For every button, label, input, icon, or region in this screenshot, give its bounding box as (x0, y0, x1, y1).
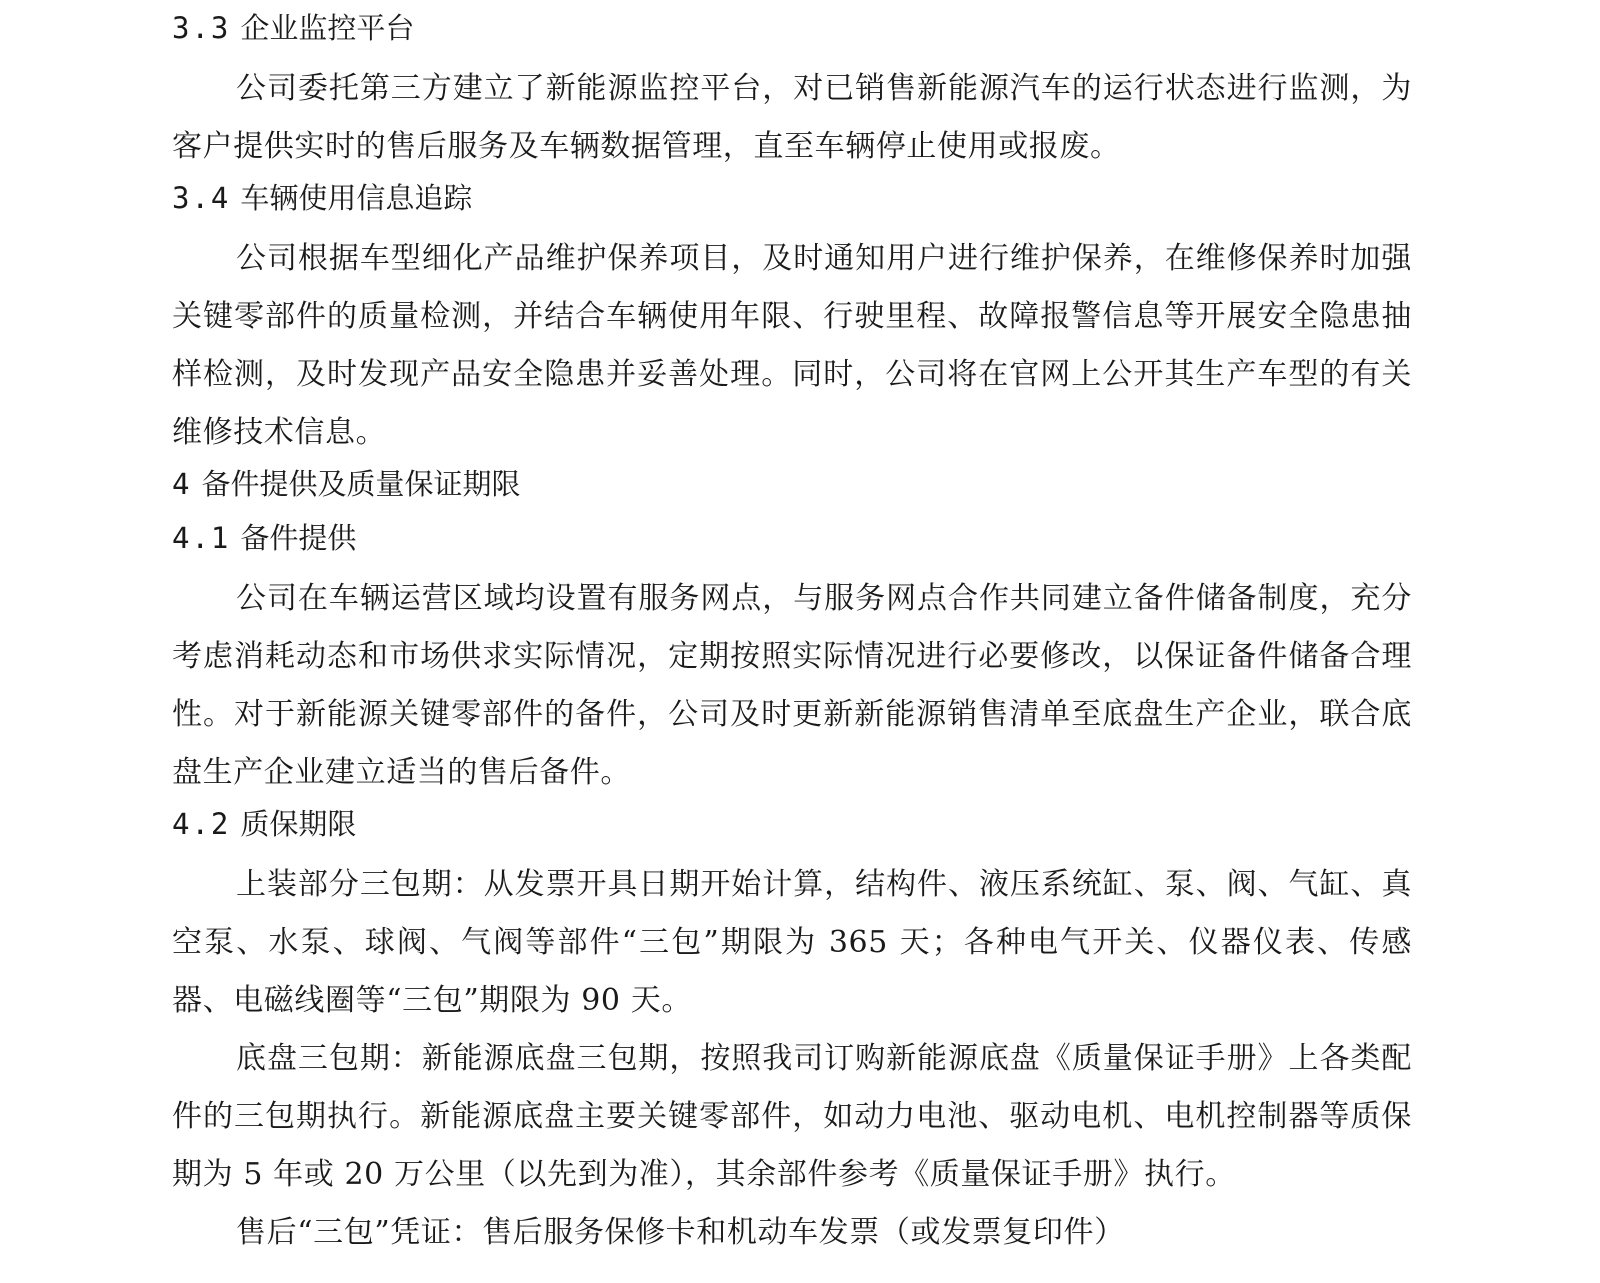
section-heading-4-1 (172, 518, 1412, 558)
section-heading-4 (172, 464, 1412, 504)
section-number: 4.1 (172, 521, 231, 555)
paragraph: 公司委托第三方建立了新能源监控平台，对已销售新能源汽车的运行状态进行监测，为客户提供实时的售后服务及车辆数据管理，直至车辆停止使用或报废。 (172, 71, 1412, 164)
section-title: 企业监控平台 (240, 11, 415, 45)
section-number: 3.4 (172, 181, 231, 215)
document-page (172, 8, 1412, 1262)
section-heading-3-3 (172, 8, 1412, 48)
paragraph: 底盘三包期：新能源底盘三包期，按照我司订购新能源底盘《质量保证手册》上各类配件的三包期执行。新能源底盘主要关键零部件，如动力电池、驱动电机、电机控制器等质保期为 5 年或 20 万公里（以先到为准），其余部件参考《质量保证手册》执行。 (172, 1041, 1412, 1192)
section-title: 备件提供及质量保证期限 (201, 467, 521, 501)
section-title: 质保期限 (240, 807, 357, 841)
paragraph: 上装部分三包期：从发票开具日期开始计算，结构件、液压系统缸、泵、阀、气缸、真空泵、水泵、球阀、气阀等部件“三包”期限为 365 天；各种电气开关、仪器仪表、传感器、电磁线圈等“三包”期限为 90 天。 (172, 867, 1412, 1018)
paragraph: 公司根据车型细化产品维护保养项目，及时通知用户进行维护保养，在维修保养时加强关键零部件的质量检测，并结合车辆使用年限、行驶里程、故障报警信息等开展安全隐患抽样检测，及时发现产品安全隐患并妥善处理。同时，公司将在官网上公开其生产车型的有关维修技术信息。 (172, 241, 1412, 450)
section-number: 4 (172, 467, 192, 501)
section-number: 3.3 (172, 11, 231, 45)
paragraph: 售后“三包”凭证：售后服务保修卡和机动车发票（或发票复印件） (236, 1215, 1125, 1250)
section-title: 车辆使用信息追踪 (240, 181, 473, 215)
section-title: 备件提供 (240, 521, 357, 555)
section-heading-3-4 (172, 178, 1412, 218)
paragraph: 公司在车辆运营区域均设置有服务网点，与服务网点合作共同建立备件储备制度，充分考虑消耗动态和市场供求实际情况，定期按照实际情况进行必要修改，以保证备件储备合理性。对于新能源关键零部件的备件，公司及时更新新能源销售清单至底盘生产企业，联合底盘生产企业建立适当的售后备件。 (172, 581, 1412, 790)
section-number: 4.2 (172, 807, 231, 841)
section-heading-4-2 (172, 804, 1412, 844)
